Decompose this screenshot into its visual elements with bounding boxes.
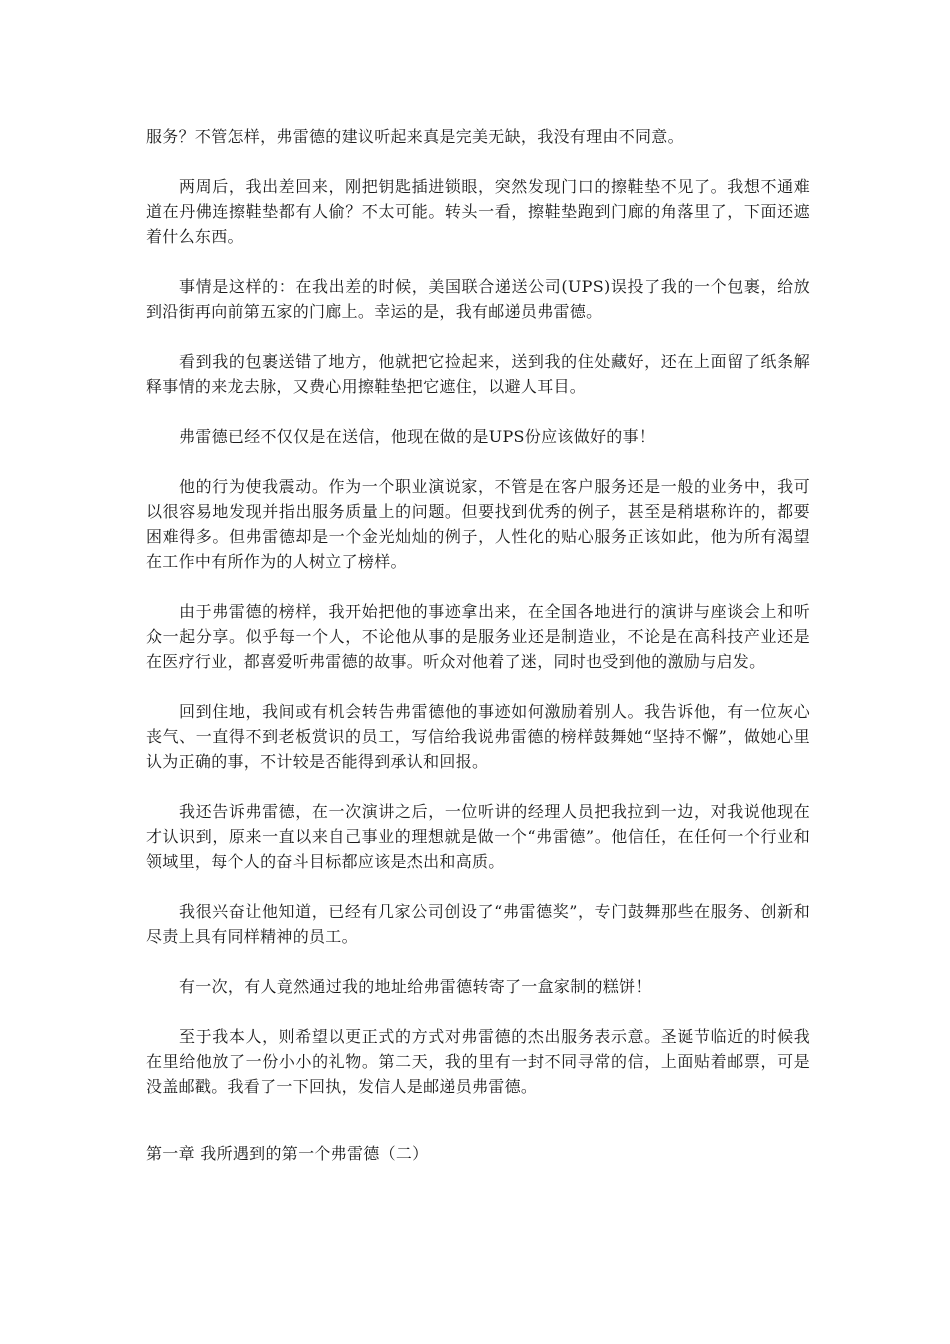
document-body	[146, 124, 810, 1124]
paragraph: 由于弗雷德的榜样，我开始把他的事迹拿出来，在全国各地进行的演讲与座谈会上和听众一起分享。似乎每一个人，不论他从事的是服务业还是制造业，不论是在高科技产业还是在医疗行业，都喜爱听弗雷德的故事。听众对他着了迷，同时也受到他的激励与启发。	[146, 602, 810, 671]
chapter-heading: 第一章 我所遇到的第一个弗雷德（二）	[146, 1144, 429, 1163]
paragraph: 服务？不管怎样，弗雷德的建议听起来真是完美无缺，我没有理由不同意。	[146, 127, 684, 146]
paragraph: 回到住地，我间或有机会转告弗雷德他的事迹如何激励着别人。我告诉他，有一位灰心丧气、一直得不到老板赏识的员工，写信给我说弗雷德的榜样鼓舞她“坚持不懈”，做她心里认为正确的事，不计较是否能得到承认和回报。	[146, 702, 810, 771]
paragraph: 他的行为使我震动。作为一个职业演说家，不管是在客户服务还是一般的业务中，我可以很容易地发现并指出服务质量上的问题。但要找到优秀的例子，甚至是稍堪称许的，都要困难得多。但弗雷德却是一个金光灿灿的例子，人性化的贴心服务正该如此，他为所有渴望在工作中有所作为的人树立了榜样。	[146, 477, 810, 571]
paragraph: 弗雷德已经不仅仅是在送信，他现在做的是UPS份应该做好的事！	[179, 427, 656, 446]
paragraph: 有一次，有人竟然通过我的地址给弗雷德转寄了一盒家制的糕饼！	[179, 977, 652, 996]
paragraph: 我还告诉弗雷德，在一次演讲之后，一位听讲的经理人员把我拉到一边，对我说他现在才认识到，原来一直以来自己事业的理想就是做一个“弗雷德”。他信任，在任何一个行业和领域里，每个人的奋斗目标都应该是杰出和高质。	[146, 802, 810, 871]
paragraph: 两周后，我出差回来，刚把钥匙插进锁眼，突然发现门口的擦鞋垫不见了。我想不通难道在丹佛连擦鞋垫都有人偷？不太可能。转头一看，擦鞋垫跑到门廊的角落里了，下面还遮着什么东西。	[146, 177, 810, 246]
paragraph: 看到我的包裹送错了地方，他就把它捡起来，送到我的住处藏好，还在上面留了纸条解释事情的来龙去脉，又费心用擦鞋垫把它遮住，以避人耳目。	[146, 352, 810, 396]
paragraph: 事情是这样的：在我出差的时候，美国联合递送公司(UPS)误投了我的一个包裹，给放到沿街再向前第五家的门廊上。幸运的是，我有邮递员弗雷德。	[146, 277, 810, 321]
paragraph: 至于我本人，则希望以更正式的方式对弗雷德的杰出服务表示意。圣诞节临近的时候我在里给他放了一份小小的礼物。第二天，我的里有一封不同寻常的信，上面贴着邮票，可是没盖邮戳。我看了一下回执，发信人是邮递员弗雷德。	[146, 1027, 810, 1096]
paragraph: 我很兴奋让他知道，已经有几家公司创设了“弗雷德奖”，专门鼓舞那些在服务、创新和尽责上具有同样精神的员工。	[146, 902, 810, 946]
